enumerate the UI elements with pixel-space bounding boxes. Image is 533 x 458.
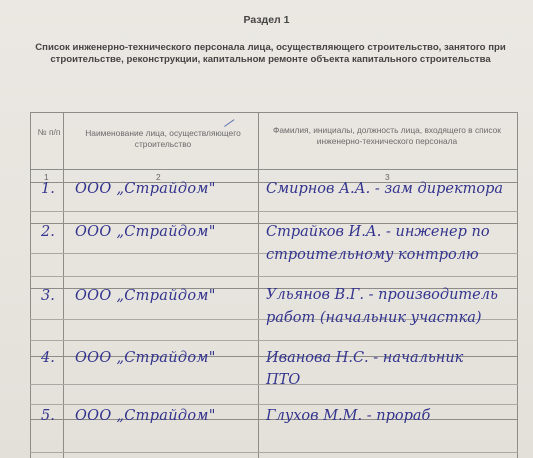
header-org: Наименование лица, осуществляющего строительство [85, 128, 241, 149]
section-title: Раздел 1 [243, 14, 290, 26]
table-border-left [30, 112, 31, 458]
header-num: № п/п [37, 127, 61, 137]
row-5-organization: ООО „Страйдом" [75, 408, 216, 424]
row-3-number: 3. [41, 288, 55, 304]
document-title: Список инженерно-технического персонала лица, осуществляющего строительство, занятого при строительстве, реконструкции, капитальном ремонте объекта капитального строительства [35, 42, 506, 65]
row-5-number: 5. [41, 408, 55, 424]
row-1-organization: ООО „Страйдом" [75, 181, 216, 197]
row-5-staff-line-1: Глухов М.М. - прораб [266, 408, 431, 424]
row-4-staff-line-1: Иванова Н.С. - начальник [266, 350, 464, 366]
column-divider-2 [258, 112, 259, 458]
row-3-staff-line-1: Ульянов В.Г. - производитель [266, 287, 498, 303]
row-2-organization: ООО „Страйдом" [75, 224, 216, 240]
column-number-3: 3 [385, 172, 390, 182]
row-3-organization: ООО „Страйдом" [75, 288, 216, 304]
personnel-table [30, 112, 518, 458]
column-divider-1 [63, 112, 64, 458]
row-2-staff-line-2: строительному контролю [266, 247, 479, 263]
row-4-staff-line-2: ПТО [266, 372, 301, 388]
row-1-number: 1. [41, 181, 55, 197]
row-4-number: 4. [41, 350, 55, 366]
row-4-organization: ООО „Страйдом" [75, 350, 216, 366]
table-border-right [517, 112, 518, 458]
column-number-1: 1 [44, 172, 49, 182]
row-1-staff-line-1: Смирнов А.А. - зам директора [266, 181, 504, 197]
column-number-2: 2 [156, 172, 161, 182]
header-staff: Фамилия, инициалы, должность лица, входящего в список инженерно-технического персонала [273, 125, 501, 146]
row-2-staff-line-1: Страйков И.А. - инженер по [266, 224, 490, 240]
row-3-staff-line-2: работ (начальник участка) [266, 310, 482, 326]
row-2-number: 2. [41, 224, 55, 240]
